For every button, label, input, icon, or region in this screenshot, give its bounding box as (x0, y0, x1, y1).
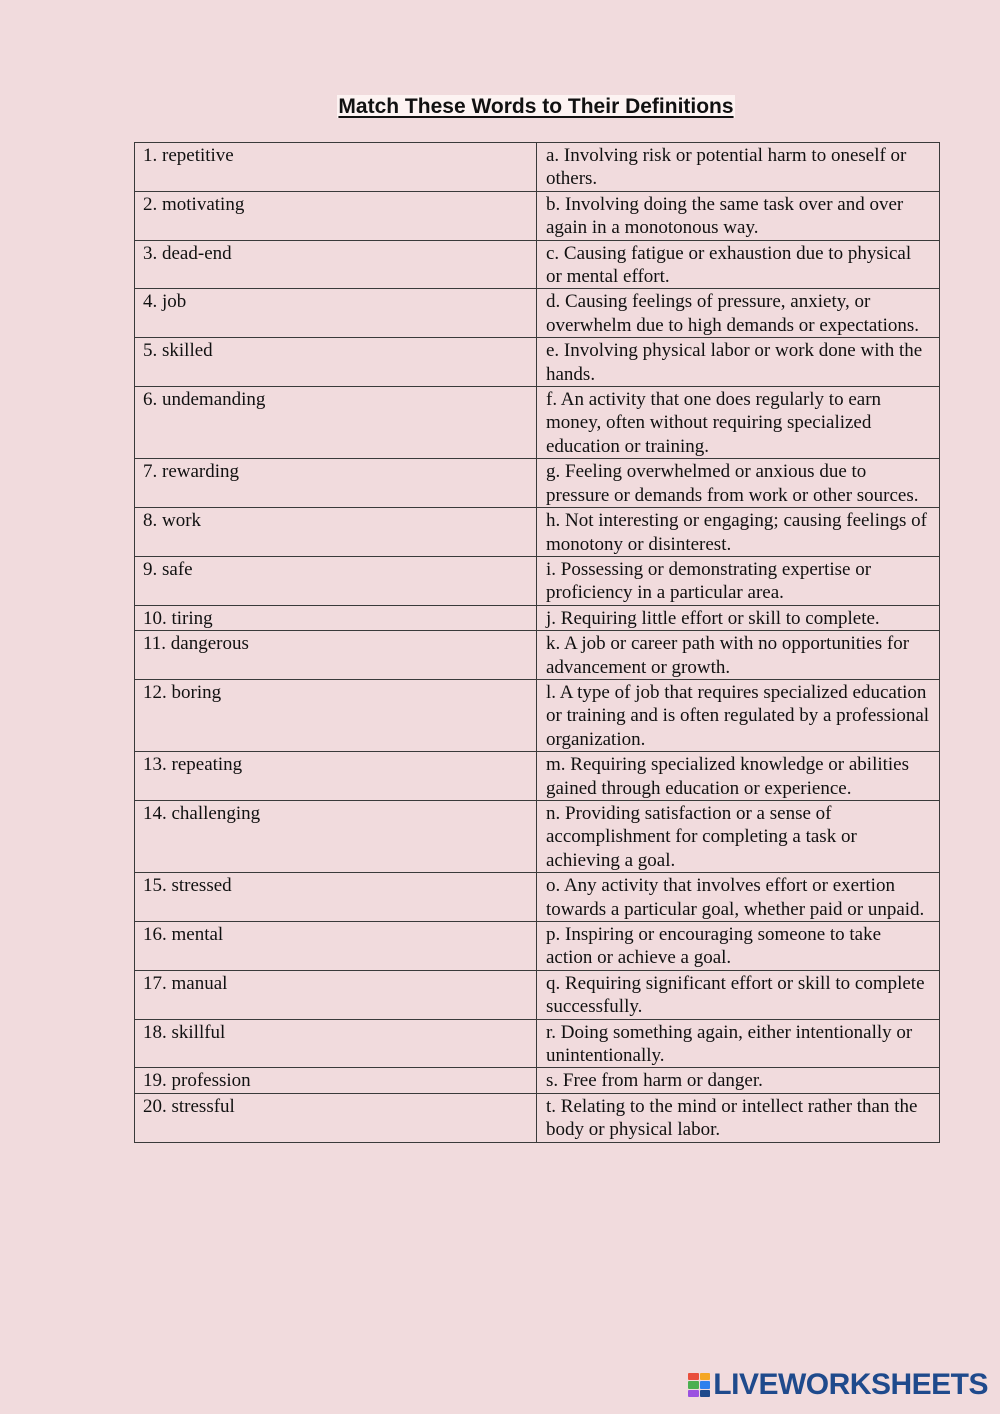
page-title-text: Match These Words to Their Definitions (338, 95, 734, 118)
liveworksheets-logo-icon (688, 1373, 710, 1397)
logo-square (688, 1390, 699, 1397)
word-cell: 18. skillful (135, 1019, 537, 1068)
word-cell: 5. skilled (135, 338, 537, 387)
definition-cell: n. Providing satisfaction or a sense of accomplishment for completing a task or achieving a goal. (537, 800, 940, 872)
word-cell: 10. tiring (135, 605, 537, 630)
table-row (135, 631, 940, 680)
word-cell: 20. stressful (135, 1093, 537, 1142)
word-cell: 7. rewarding (135, 459, 537, 508)
definition-cell: d. Causing feelings of pressure, anxiety, or overwhelm due to high demands or expectations. (537, 289, 940, 338)
table-row (135, 289, 940, 338)
table-row (135, 1019, 940, 1068)
table-row (135, 508, 940, 557)
word-cell: 9. safe (135, 556, 537, 605)
definition-cell: p. Inspiring or encouraging someone to take action or achieve a goal. (537, 922, 940, 971)
table-row (135, 605, 940, 630)
liveworksheets-brand[interactable] (688, 1368, 988, 1402)
word-cell: 12. boring (135, 679, 537, 751)
table-row (135, 1068, 940, 1093)
definition-cell: r. Doing something again, either intentionally or unintentionally. (537, 1019, 940, 1068)
brand-name: LIVEWORKSHEETS (713, 1368, 988, 1401)
word-cell: 19. profession (135, 1068, 537, 1093)
logo-square (688, 1373, 699, 1380)
table-row (135, 922, 940, 971)
definition-cell: i. Possessing or demonstrating expertise or proficiency in a particular area. (537, 556, 940, 605)
table-row (135, 191, 940, 240)
word-cell: 14. challenging (135, 800, 537, 872)
definition-cell: c. Causing fatigue or exhaustion due to physical or mental effort. (537, 240, 940, 289)
definition-cell: e. Involving physical labor or work done with the hands. (537, 338, 940, 387)
table-row (135, 387, 940, 459)
word-cell: 3. dead-end (135, 240, 537, 289)
table-row (135, 143, 940, 192)
table-row (135, 1093, 940, 1142)
definition-cell: k. A job or career path with no opportunities for advancement or growth. (537, 631, 940, 680)
definition-cell: a. Involving risk or potential harm to oneself or others. (537, 143, 940, 192)
matching-table (134, 142, 940, 1143)
definition-cell: l. A type of job that requires specialized education or training and is often regulated by a professional organization. (537, 679, 940, 751)
table-row (135, 679, 940, 751)
definition-cell: t. Relating to the mind or intellect rather than the body or physical labor. (537, 1093, 940, 1142)
word-cell: 16. mental (135, 922, 537, 971)
word-cell: 2. motivating (135, 191, 537, 240)
table-row (135, 800, 940, 872)
word-cell: 4. job (135, 289, 537, 338)
definition-cell: s. Free from harm or danger. (537, 1068, 940, 1093)
definition-cell: b. Involving doing the same task over and over again in a monotonous way. (537, 191, 940, 240)
word-cell: 8. work (135, 508, 537, 557)
word-cell: 13. repeating (135, 752, 537, 801)
definition-cell: h. Not interesting or engaging; causing feelings of monotony or disinterest. (537, 508, 940, 557)
logo-square (700, 1390, 711, 1397)
logo-square (688, 1381, 699, 1388)
logo-square (700, 1373, 711, 1380)
logo-square (700, 1381, 711, 1388)
word-cell: 15. stressed (135, 873, 537, 922)
word-cell: 6. undemanding (135, 387, 537, 459)
definition-cell: g. Feeling overwhelmed or anxious due to pressure or demands from work or other sources. (537, 459, 940, 508)
table-row (135, 338, 940, 387)
table-row (135, 556, 940, 605)
definition-cell: q. Requiring significant effort or skill to complete successfully. (537, 970, 940, 1019)
definition-cell: j. Requiring little effort or skill to complete. (537, 605, 940, 630)
definition-cell: m. Requiring specialized knowledge or abilities gained through education or experience. (537, 752, 940, 801)
table-row (135, 873, 940, 922)
definition-cell: f. An activity that one does regularly to earn money, often without requiring specialized education or training. (537, 387, 940, 459)
word-cell: 1. repetitive (135, 143, 537, 192)
matching-table-body (135, 143, 940, 1143)
word-cell: 17. manual (135, 970, 537, 1019)
table-row (135, 240, 940, 289)
table-row (135, 752, 940, 801)
word-cell: 11. dangerous (135, 631, 537, 680)
definition-cell: o. Any activity that involves effort or exertion towards a particular goal, whether paid or unpaid. (537, 873, 940, 922)
page-title (0, 93, 1000, 121)
table-row (135, 970, 940, 1019)
table-row (135, 459, 940, 508)
